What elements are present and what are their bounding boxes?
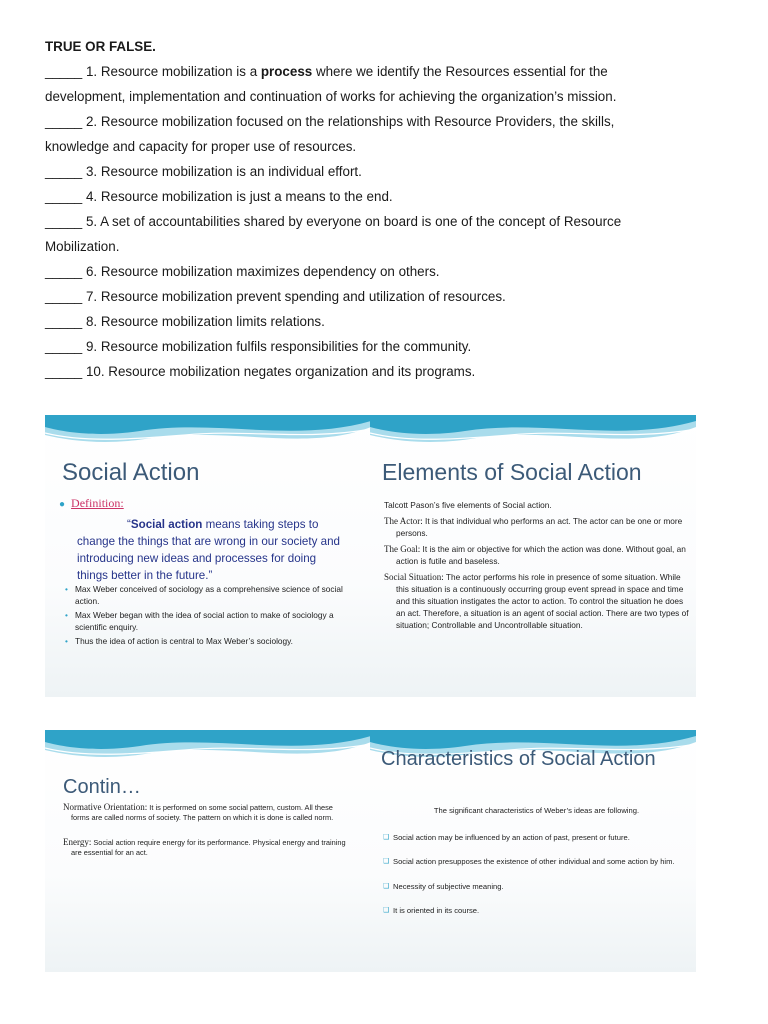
intro-text: The significant characteristics of Weber’s ideas are following. — [433, 806, 640, 815]
quiz-line-text: _____ 3. Resource mobilization is an individual effort. — [45, 164, 362, 179]
quiz-line — [45, 184, 735, 209]
term-text: Social action require energy for its performance. Physical energy and training are essential for an act. — [71, 838, 346, 857]
slide-body — [63, 802, 348, 872]
quiz-line-emphasis: process — [260, 64, 313, 79]
quiz-line-text: development, implementation and continuation of works for achieving the organization’s mission. — [45, 89, 617, 104]
definition-quote — [77, 516, 349, 584]
slide-elements-of-social-action — [370, 415, 696, 697]
term-text: The actor performs his role in presence of some situation. While this situation is a continuously occurring group event spread in space and time and this situation instigates the actor to action. To control the situation he does an act. Therefore, a situation is an agent of social action. There are two types of situation; Controllable and Uncontrollable situation. — [396, 572, 689, 630]
term-text: It is that individual who performs an act. The actor can be one or more persons. — [396, 516, 683, 538]
list-item — [384, 543, 689, 567]
quiz-line-text: _____ 2. Resource mobilization focused on the relationships with Resource Providers, the skills, — [45, 114, 615, 129]
quiz-line — [45, 259, 735, 284]
list-item — [63, 802, 348, 823]
quiz-line — [45, 309, 735, 334]
quiz-line-text: knowledge and capacity for proper use of resources. — [45, 139, 357, 154]
slide-body — [384, 499, 689, 635]
quiz-line — [45, 234, 735, 259]
list-item: • Max Weber began with the idea of social action to make of sociology a scientific enquiry. — [69, 609, 354, 633]
wave-decoration — [45, 415, 371, 457]
quote-open: “ — [127, 518, 131, 531]
term-text: It is the aim or objective for which the action was done. Without goal, an action is futile and baseless. — [396, 544, 686, 566]
quiz-line-text: _____ 8. Resource mobilization limits relations. — [45, 314, 325, 329]
quiz-line — [45, 334, 735, 359]
quiz-line-text: _____ 5. A set of accountabilities shared by everyone on board is one of the concept of Resource — [45, 214, 622, 229]
quiz-line-text: _____ 4. Resource mobilization is just a means to the end. — [45, 189, 393, 204]
quiz-line — [45, 59, 735, 84]
slide-contin — [45, 730, 371, 972]
slide-social-action — [45, 415, 371, 697]
quiz-line-text: _____ 1. Resource mobilization is a — [45, 64, 261, 79]
slide-title: Contin… — [63, 776, 141, 798]
slide-title: Elements of Social Action — [382, 459, 642, 485]
list-item: ❑ Social action may be influenced by an action of past, present or future. — [384, 833, 689, 844]
quiz-line-text: where we identify the Resources essential for the — [312, 64, 608, 79]
bullet-list — [69, 583, 354, 649]
quiz-lines — [45, 59, 735, 384]
quiz-line-text: _____ 9. Resource mobilization fulfils responsibilities for the community. — [45, 339, 472, 354]
list-item: ❑ Social action presupposes the existence of other individual and some action by him. — [384, 857, 689, 868]
term: The Actor: — [384, 516, 423, 526]
term: Social Situation: — [384, 572, 444, 582]
quiz-line-text: _____ 6. Resource mobilization maximizes dependency on others. — [45, 264, 440, 279]
slide-title: Characteristics of Social Action — [381, 748, 656, 770]
quote-bold: Social action — [130, 518, 203, 531]
list-item: ❑ It is oriented in its course. — [384, 906, 689, 917]
quiz-line — [45, 209, 735, 234]
quiz-line-text: Mobilization. — [45, 239, 120, 254]
list-item: ❑ Necessity of subjective meaning. — [384, 882, 689, 893]
term: Normative Orientation: — [63, 802, 148, 812]
definition-label: Definition: — [71, 496, 124, 510]
list-item — [63, 837, 348, 858]
quiz-line-text: _____ 7. Resource mobilization prevent spending and utilization of resources. — [45, 289, 506, 304]
list-item: • Max Weber conceived of sociology as a comprehensive science of social action. — [69, 583, 354, 607]
slide-characteristics — [370, 730, 696, 972]
term: The Goal: — [384, 544, 421, 554]
list-item — [384, 515, 689, 539]
slide-body — [384, 806, 689, 931]
term-text: It is performed on some social pattern, custom. All these forms are called norms of society. The pattern on which it is done is called norm. — [71, 803, 334, 822]
wave-decoration — [370, 415, 696, 457]
quote-rest: means taking steps to change the things that are wrong in our society and introducing new ideas and processes for doing things better in the future.” — [77, 518, 340, 582]
quiz-title: TRUE OR FALSE. — [45, 39, 156, 54]
quiz-line-text: _____ 10. Resource mobilization negates organization and its programs. — [45, 364, 476, 379]
definition-heading — [59, 496, 124, 511]
list-item: • Thus the idea of action is central to Max Weber’s sociology. — [69, 635, 354, 647]
list-item — [384, 571, 689, 631]
quiz-line — [45, 134, 735, 159]
quiz-line — [45, 84, 735, 109]
quiz-line — [45, 359, 735, 384]
slide-title: Social Action — [62, 459, 200, 486]
quiz-line — [45, 159, 735, 184]
bullet-dot-icon: ● — [59, 499, 66, 510]
quiz-section — [45, 34, 735, 384]
intro-text: Talcott Pason’s five elements of Social action. — [384, 500, 552, 510]
quiz-line — [45, 284, 735, 309]
quiz-line — [45, 109, 735, 134]
term: Energy: — [63, 837, 92, 847]
wave-decoration — [45, 730, 371, 772]
